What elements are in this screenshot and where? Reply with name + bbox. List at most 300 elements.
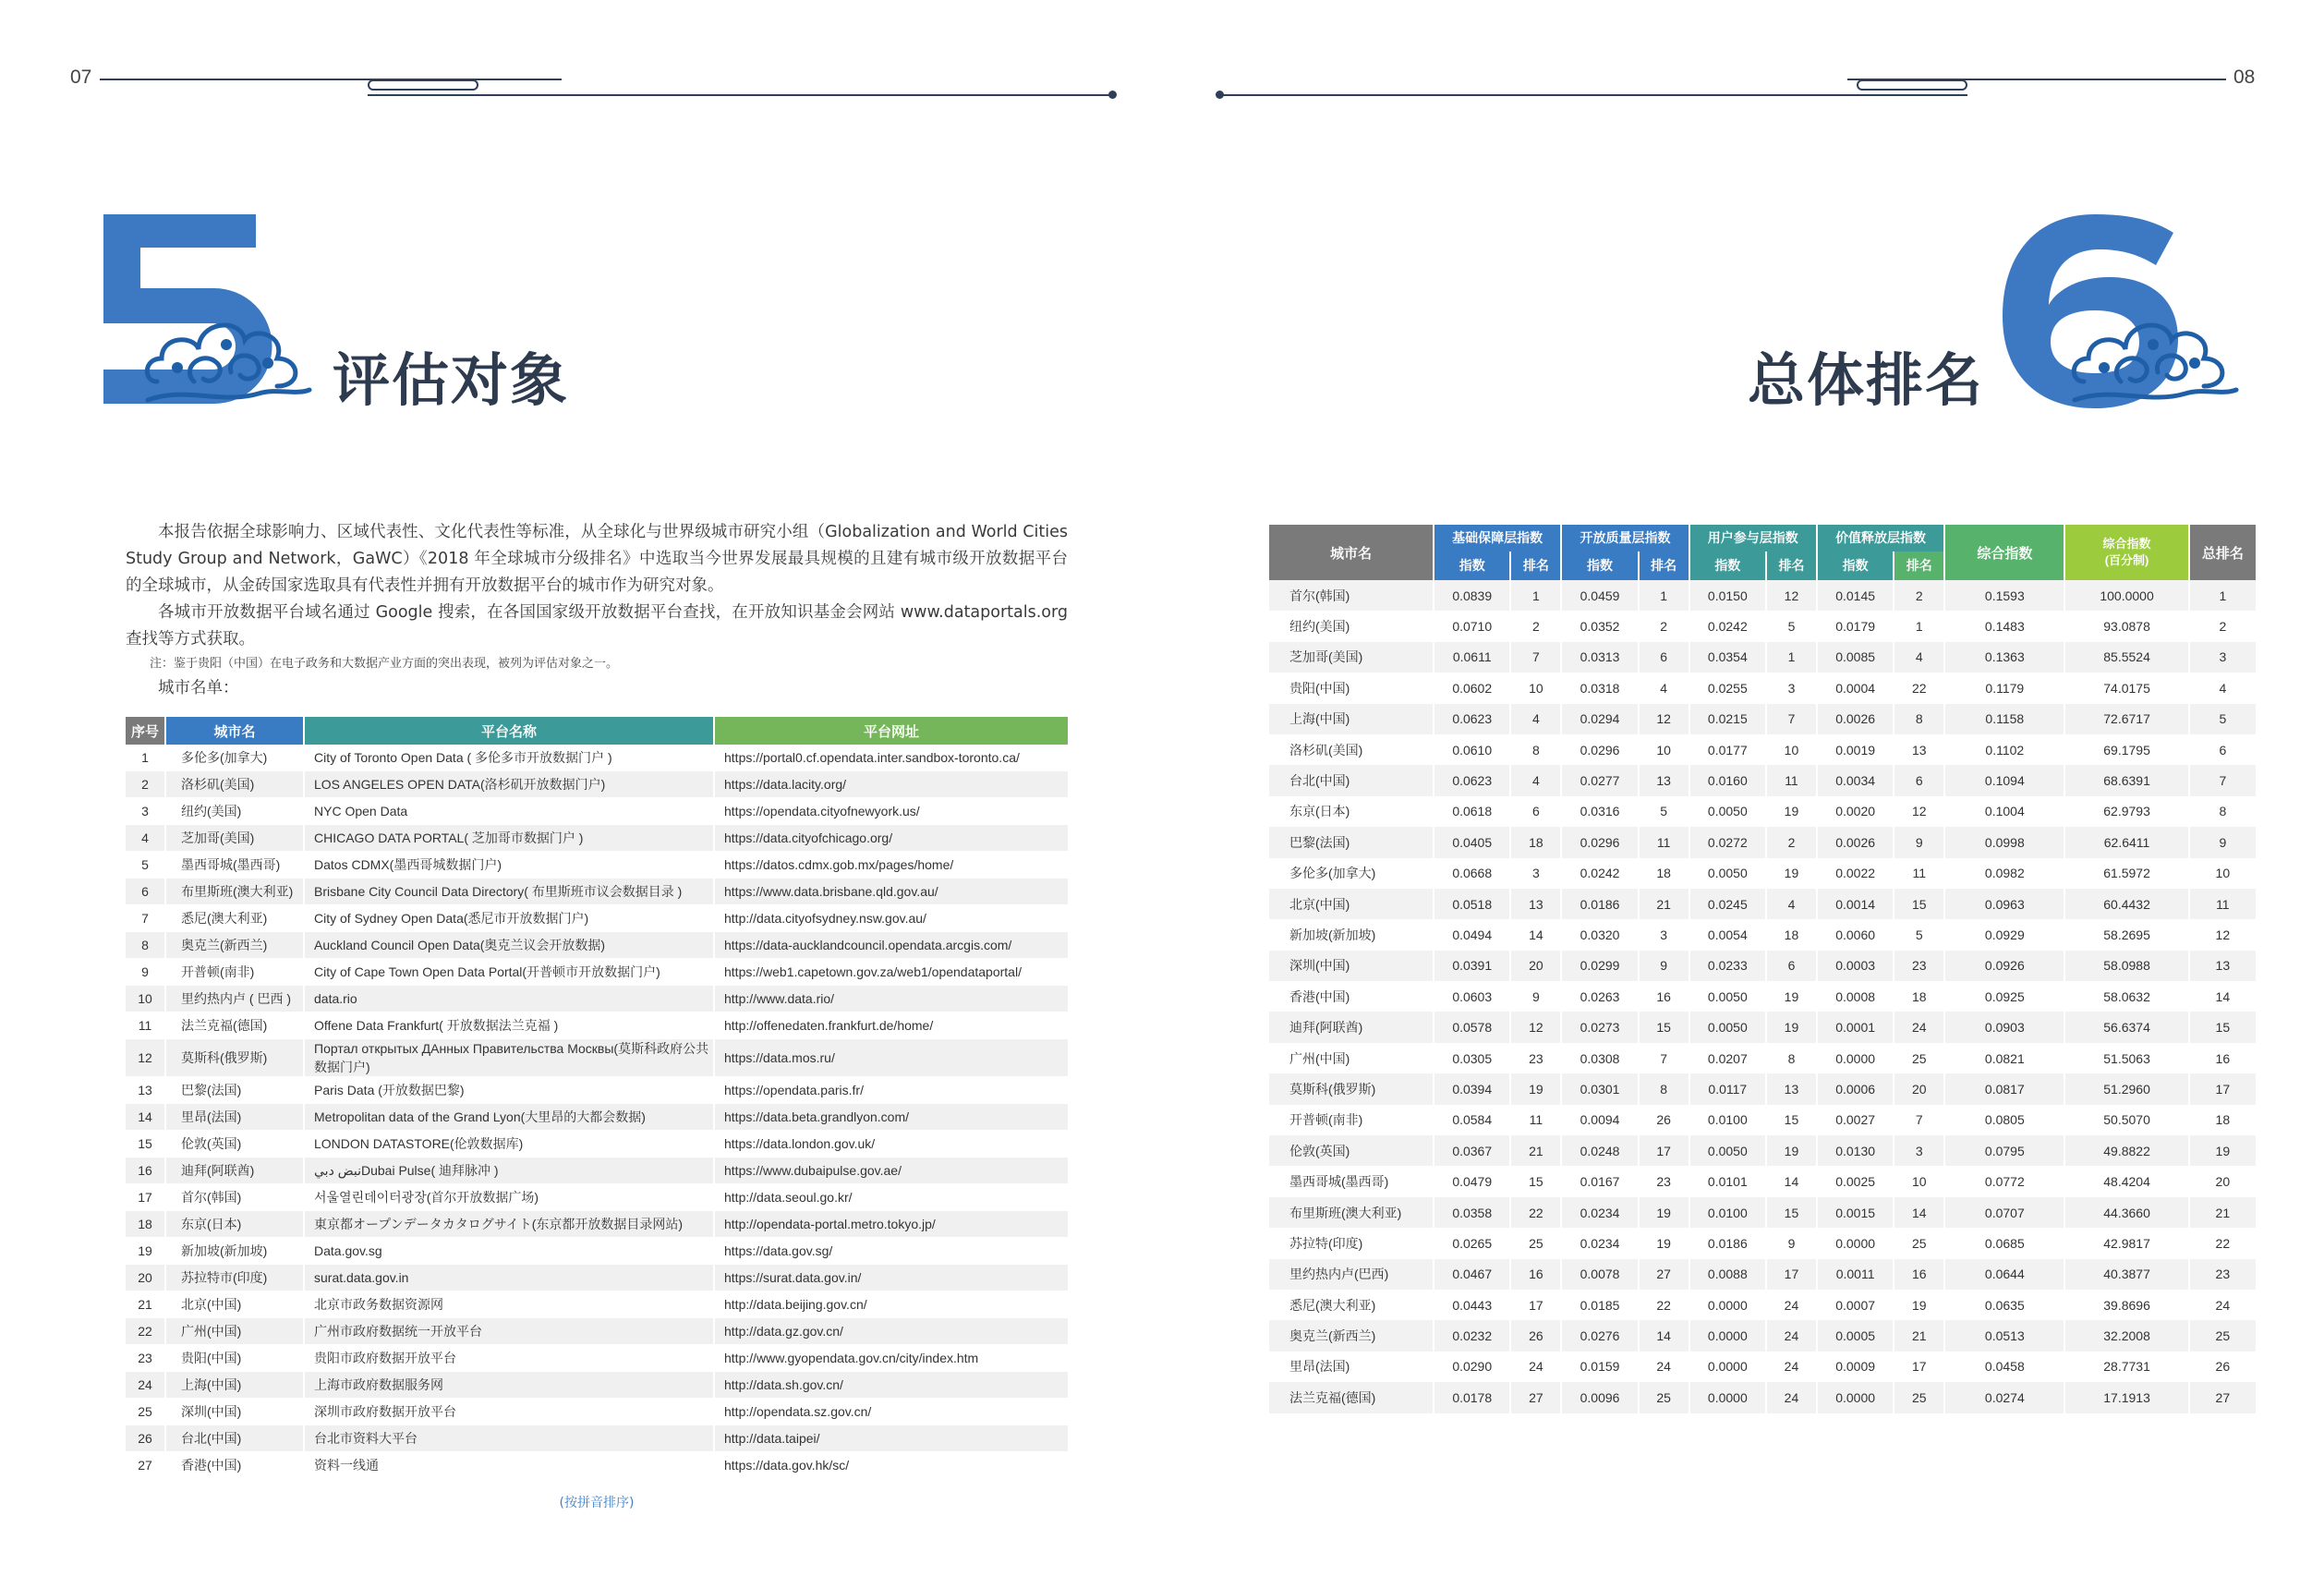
cell-url: https://opendata.paris.fr/	[715, 1077, 1068, 1104]
cell-user-index: 0.0242	[1707, 619, 1748, 635]
cell-user-index: 0.0245	[1690, 889, 1765, 919]
cell-total-rank: 19	[2190, 1135, 2256, 1166]
cell-no: 20	[126, 1265, 164, 1291]
table-row	[1269, 1352, 2256, 1382]
cell-platform: City of Sydney Open Data(悉尼市开放数据门户)	[305, 905, 713, 932]
cell-composite-pct: 72.6717	[2065, 704, 2187, 734]
cell-value-rank: 7	[1915, 1112, 1923, 1128]
cell-value-index: 0.0003	[1818, 951, 1893, 981]
cell-value-index: 0.0011	[1818, 1259, 1893, 1290]
table-row	[1269, 734, 2256, 765]
cell-user-rank: 24	[1767, 1382, 1816, 1412]
cell-value-rank: 17	[1911, 1359, 1927, 1375]
cell-no: 17	[126, 1184, 164, 1211]
rank-sub-rank: 排名	[1894, 552, 1943, 580]
cell-city: 莫斯科(俄罗斯)	[1269, 1073, 1433, 1104]
cell-user-index: 0.0050	[1707, 988, 1748, 1004]
cell-composite: 0.0982	[1984, 866, 2025, 881]
cell-url: https://surat.data.gov.in/	[715, 1265, 1068, 1291]
cell-composite-pct: 51.2960	[2065, 1073, 2187, 1104]
cell-total-rank: 20	[2215, 1174, 2231, 1190]
rank-header-total: 总排名	[2190, 525, 2256, 580]
cell-composite-pct: 93.0878	[2103, 619, 2150, 635]
intro-text	[126, 519, 1068, 702]
cell-user-rank: 3	[1787, 680, 1796, 696]
cell-url: http://www.gyopendata.gov.cn/city/index.htm	[715, 1345, 1068, 1372]
cell-city: 巴黎(法国)	[166, 1077, 303, 1104]
cell-user-index: 0.0255	[1707, 680, 1748, 696]
table-row	[126, 1238, 1068, 1265]
cell-quality-rank: 19	[1656, 1235, 1671, 1251]
cell-value-index: 0.0014	[1818, 889, 1893, 919]
cell-url: https://datos.cdmx.gob.mx/pages/home/	[715, 852, 1068, 879]
cell-city: 开普顿(南非)	[166, 959, 303, 986]
cell-user-rank: 15	[1767, 1197, 1816, 1228]
cell-city: 东京(日本)	[1289, 804, 1350, 819]
cell-total-rank: 9	[2190, 827, 2256, 857]
cell-value-rank: 3	[1894, 1135, 1943, 1166]
cell-quality-rank: 13	[1640, 765, 1689, 795]
cell-composite: 0.1102	[1985, 742, 2025, 758]
cell-url: http://data.seoul.go.kr/	[715, 1184, 1068, 1211]
table-row	[126, 959, 1068, 986]
table-row	[1269, 796, 2256, 827]
table-row	[1269, 580, 2256, 611]
table-row	[1269, 1228, 2256, 1258]
cell-user-index: 0.0050	[1690, 1012, 1765, 1042]
cell-basic-index: 0.0367	[1434, 1135, 1509, 1166]
cell-no: 8	[126, 932, 164, 959]
section-5-title: 评估对象	[333, 346, 570, 414]
cell-total-rank: 23	[2190, 1259, 2256, 1290]
cell-basic-index: 0.0394	[1434, 1073, 1509, 1104]
cell-url: https://data.gov.hk/sc/	[715, 1452, 1068, 1479]
cell-value-index: 0.0022	[1835, 866, 1876, 881]
cell-composite-pct: 17.1913	[2065, 1382, 2187, 1412]
cell-basic-index: 0.0618	[1452, 804, 1493, 819]
cell-basic-index: 0.0265	[1452, 1235, 1493, 1251]
cell-basic-index: 0.0391	[1434, 951, 1509, 981]
cell-total-rank: 25	[2190, 1320, 2256, 1351]
cell-url: http://data.sh.gov.cn/	[715, 1372, 1068, 1399]
cell-user-index: 0.0233	[1690, 951, 1765, 981]
cell-no: 11	[126, 1012, 164, 1039]
table-row	[1269, 642, 2256, 673]
cell-quality-rank: 10	[1656, 742, 1671, 758]
cell-no: 22	[126, 1318, 164, 1345]
cell-composite-pct: 39.8696	[2103, 1297, 2150, 1313]
cell-city: 法兰克福(德国)	[1269, 1382, 1433, 1412]
cell-value-rank: 23	[1894, 951, 1943, 981]
col-header-platform: 平台名称	[305, 717, 713, 745]
cell-user-index: 0.0215	[1690, 704, 1765, 734]
cell-user-index: 0.0000	[1707, 1359, 1748, 1375]
cell-quality-index: 0.0459	[1562, 580, 1637, 611]
table-row	[126, 798, 1068, 825]
cell-city: 北京(中国)	[1269, 889, 1433, 919]
cell-quality-index: 0.0276	[1562, 1320, 1637, 1351]
cell-basic-index: 0.0467	[1434, 1259, 1509, 1290]
cell-basic-index: 0.0479	[1452, 1174, 1493, 1190]
cell-quality-index: 0.0318	[1580, 680, 1620, 696]
cell-user-rank: 15	[1784, 1112, 1799, 1128]
cell-no: 1	[126, 745, 164, 771]
cell-basic-rank: 4	[1511, 765, 1560, 795]
cell-basic-rank: 21	[1511, 1135, 1560, 1166]
cell-platform: 北京市政务数据资源网	[305, 1291, 713, 1318]
cell-quality-index: 0.0242	[1580, 866, 1620, 881]
table-row	[1269, 611, 2256, 641]
cell-user-index: 0.0050	[1707, 866, 1748, 881]
cell-city: 开普顿(南非)	[1289, 1112, 1363, 1128]
cell-no: 6	[126, 879, 164, 905]
table-row	[1269, 673, 2256, 703]
cell-user-rank: 5	[1787, 619, 1796, 635]
cell-no: 3	[126, 798, 164, 825]
cell-platform: City of Toronto Open Data ( 多伦多市开放数据门户 )	[305, 745, 713, 771]
cell-composite-pct: 56.6374	[2065, 1012, 2187, 1042]
table-row	[1269, 1135, 2256, 1166]
cell-composite-pct: 51.5063	[2103, 1050, 2150, 1066]
cell-quality-index: 0.0308	[1580, 1050, 1620, 1066]
cell-quality-index: 0.0273	[1562, 1012, 1637, 1042]
cell-no: 5	[126, 852, 164, 879]
cell-city: 多伦多(加拿大)	[1289, 866, 1376, 881]
cell-url: https://data-aucklandcouncil.opendata.arcgis.com/	[715, 932, 1068, 959]
cell-composite-pct: 74.0175	[2103, 680, 2150, 696]
cell-user-rank: 11	[1767, 765, 1816, 795]
rank-header-composite-pct-line1: 综合指数	[2102, 537, 2151, 551]
cell-platform: 贵阳市政府数据开放平台	[305, 1345, 713, 1372]
cell-user-rank: 12	[1767, 580, 1816, 611]
cell-city: 布里斯班(澳大利亚)	[166, 879, 303, 905]
cell-value-rank: 15	[1894, 889, 1943, 919]
cell-user-rank: 6	[1767, 951, 1816, 981]
cell-city: 广州(中国)	[1289, 1050, 1350, 1066]
cell-basic-index: 0.0578	[1434, 1012, 1509, 1042]
table-row	[126, 771, 1068, 798]
cell-city: 首尔(韩国)	[166, 1184, 303, 1211]
cell-value-index: 0.0026	[1818, 704, 1893, 734]
cell-composite: 0.0821	[1984, 1050, 2025, 1066]
cell-user-rank: 1	[1767, 642, 1816, 673]
table-row	[126, 852, 1068, 879]
cell-city: 香港(中国)	[1289, 988, 1350, 1004]
cell-total-rank: 17	[2190, 1073, 2256, 1104]
cell-basic-rank: 4	[1511, 704, 1560, 734]
cell-basic-rank: 17	[1529, 1297, 1543, 1313]
cell-platform: Datos CDMX(墨西哥城数据门户)	[305, 852, 713, 879]
rank-sub-index: 指数	[1690, 552, 1765, 580]
cell-platform: CHICAGO DATA PORTAL( 芝加哥市数据门户 )	[305, 825, 713, 852]
table-row	[126, 1012, 1068, 1039]
cell-value-rank: 25	[1894, 1382, 1943, 1412]
cell-platform: LONDON DATASTORE(伦敦数据库)	[305, 1131, 713, 1158]
cell-quality-rank: 12	[1640, 704, 1689, 734]
table-row	[1269, 1290, 2256, 1320]
cell-basic-rank: 20	[1511, 951, 1560, 981]
cell-total-rank: 11	[2190, 889, 2256, 919]
cell-quality-rank: 26	[1656, 1112, 1671, 1128]
cell-basic-rank: 11	[1529, 1112, 1543, 1128]
auspicious-cloud-icon	[139, 294, 314, 409]
cell-value-index: 0.0004	[1835, 680, 1876, 696]
cell-quality-rank: 7	[1660, 1050, 1668, 1066]
cell-city: 悉尼(澳大利亚)	[1289, 1297, 1376, 1313]
cell-value-index: 0.0130	[1818, 1135, 1893, 1166]
cell-city: 里约热内卢(巴西)	[1269, 1259, 1433, 1290]
rank-header-composite-pct-line2: (百分制)	[2104, 553, 2149, 567]
cell-platform: نبض دبيDubai Pulse( 迪拜脉冲 )	[305, 1158, 713, 1184]
ranking-table	[1267, 525, 2257, 1413]
cell-quality-rank: 8	[1640, 1073, 1689, 1104]
cell-composite: 0.0926	[1945, 951, 2064, 981]
cell-no: 13	[126, 1077, 164, 1104]
cell-platform: Brisbane City Council Data Directory( 布里斯班市议会数据目录 )	[305, 879, 713, 905]
cell-total-rank: 10	[2215, 866, 2231, 881]
cell-user-rank: 18	[1784, 927, 1799, 942]
cell-basic-index: 0.0611	[1434, 642, 1509, 673]
table-row	[126, 1345, 1068, 1372]
cell-basic-rank: 12	[1511, 1012, 1560, 1042]
cell-platform: Data.gov.sg	[305, 1238, 713, 1265]
cell-city: 芝加哥(美国)	[166, 825, 303, 852]
cell-value-rank: 5	[1915, 927, 1923, 942]
cell-basic-rank: 8	[1531, 742, 1540, 758]
cell-user-rank: 14	[1784, 1174, 1799, 1190]
cell-value-index: 0.0000	[1818, 1382, 1893, 1412]
city-table-footnote: (按拼音排序)	[559, 1496, 635, 1510]
cell-user-index: 0.0050	[1707, 804, 1748, 819]
cell-quality-rank: 3	[1660, 927, 1668, 942]
cell-composite-pct: 28.7731	[2103, 1359, 2150, 1375]
table-row	[1269, 1073, 2256, 1104]
cell-total-rank: 3	[2190, 642, 2256, 673]
cell-quality-index: 0.0159	[1580, 1359, 1620, 1375]
table-row	[126, 1184, 1068, 1211]
cell-total-rank: 5	[2190, 704, 2256, 734]
table-row	[1269, 1382, 2256, 1412]
col-header-no: 序号	[126, 717, 164, 745]
header-rule-left	[100, 79, 562, 80]
intro-note: 注：鉴于贵阳（中国）在电子政务和大数据产业方面的突出表现，被列为评估对象之一。	[150, 657, 619, 671]
table-row	[1269, 827, 2256, 857]
cell-user-rank: 4	[1767, 889, 1816, 919]
cell-composite: 0.1593	[1945, 580, 2064, 611]
table-row	[126, 1131, 1068, 1158]
cell-city: 深圳(中国)	[1269, 951, 1433, 981]
cell-platform: LOS ANGELES OPEN DATA(洛杉矶开放数据门户)	[305, 771, 713, 798]
table-row	[126, 1372, 1068, 1399]
table-row	[126, 1291, 1068, 1318]
cell-city: 纽约(美国)	[1289, 619, 1350, 635]
cell-url: https://data.cityofchicago.org/	[715, 825, 1068, 852]
table-row	[1269, 1320, 2256, 1351]
cell-no: 24	[126, 1372, 164, 1399]
cell-value-index: 0.0009	[1835, 1359, 1876, 1375]
cell-platform: Auckland Council Open Data(奥克兰议会开放数据)	[305, 932, 713, 959]
cell-city: 悉尼(澳大利亚)	[166, 905, 303, 932]
cell-user-index: 0.0207	[1707, 1050, 1748, 1066]
cell-city: 首尔(韩国)	[1269, 580, 1433, 611]
cell-composite-pct: 50.5070	[2103, 1112, 2150, 1128]
cell-basic-index: 0.0584	[1452, 1112, 1493, 1128]
cell-composite-pct: 62.6411	[2065, 827, 2187, 857]
table-row	[126, 1425, 1068, 1452]
table-row	[126, 932, 1068, 959]
cell-city: 伦敦(英国)	[166, 1131, 303, 1158]
table-row	[1269, 1197, 2256, 1228]
cell-composite: 0.1094	[1945, 765, 2064, 795]
cell-quality-rank: 4	[1660, 680, 1668, 696]
intro-paragraph-1: 本报告依据全球影响力、区域代表性、文化代表性等标准，从全球化与世界级城市研究小组（Globalization and World Cities Study Group and Network，GaWC）《2018 年全球城市分级排名》中选取当今世界发展最具规模的且建有城市级开放数据平台的全球城市，从金砖国家选取具有代表性并拥有开放数据平台的城市作为研究对象。	[126, 523, 1068, 595]
cell-quality-rank: 6	[1640, 642, 1689, 673]
cell-no: 12	[126, 1039, 164, 1077]
cell-quality-index: 0.0320	[1580, 927, 1620, 942]
cell-quality-rank: 15	[1640, 1012, 1689, 1042]
cell-basic-rank: 18	[1511, 827, 1560, 857]
table-row	[126, 1265, 1068, 1291]
cell-total-rank: 4	[2219, 680, 2227, 696]
cell-value-rank: 24	[1894, 1012, 1943, 1042]
cell-city: 新加坡(新加坡)	[166, 1238, 303, 1265]
cell-no: 15	[126, 1131, 164, 1158]
cell-city: 伦敦(英国)	[1269, 1135, 1433, 1166]
table-row	[126, 1399, 1068, 1425]
table-row	[1269, 889, 2256, 919]
cell-city: 深圳(中国)	[166, 1399, 303, 1425]
cell-quality-rank: 14	[1640, 1320, 1689, 1351]
cell-quality-index: 0.0294	[1562, 704, 1637, 734]
cell-composite: 0.1158	[1945, 704, 2064, 734]
cell-user-rank: 17	[1767, 1259, 1816, 1290]
cell-value-index: 0.0015	[1818, 1197, 1893, 1228]
cell-user-index: 0.0177	[1707, 742, 1748, 758]
cell-quality-index: 0.0316	[1580, 804, 1620, 819]
cell-value-rank: 9	[1894, 827, 1943, 857]
table-row	[126, 986, 1068, 1012]
cell-composite-pct: 49.8822	[2065, 1135, 2187, 1166]
cell-user-rank: 9	[1787, 1235, 1796, 1251]
cell-no: 23	[126, 1345, 164, 1372]
cell-url: https://www.dubaipulse.gov.ae/	[715, 1158, 1068, 1184]
cell-basic-rank: 7	[1511, 642, 1560, 673]
cell-composite: 0.0635	[1984, 1297, 2025, 1313]
cell-basic-rank: 19	[1511, 1073, 1560, 1104]
cell-no: 21	[126, 1291, 164, 1318]
cell-total-rank: 24	[2215, 1297, 2231, 1313]
table-row	[1269, 951, 2256, 981]
cell-value-rank: 22	[1911, 680, 1927, 696]
cell-quality-rank: 2	[1660, 619, 1668, 635]
cell-city: 迪拜(阿联酋)	[166, 1158, 303, 1184]
cell-user-rank: 19	[1767, 1012, 1816, 1042]
cell-quality-index: 0.0094	[1580, 1112, 1620, 1128]
cell-basic-index: 0.0602	[1452, 680, 1493, 696]
cell-total-rank: 21	[2190, 1197, 2256, 1228]
cell-user-rank: 13	[1767, 1073, 1816, 1104]
page-number-left: 07	[70, 67, 92, 88]
cell-value-rank: 25	[1911, 1050, 1927, 1066]
cell-composite: 0.0772	[1984, 1174, 2025, 1190]
cell-city: 广州(中国)	[166, 1318, 303, 1345]
table-row	[1269, 919, 2256, 950]
table-row	[126, 745, 1068, 771]
cell-user-index: 0.0101	[1707, 1174, 1748, 1190]
cell-quality-index: 0.0186	[1562, 889, 1637, 919]
cell-user-index: 0.0050	[1690, 1135, 1765, 1166]
cell-value-index: 0.0060	[1835, 927, 1876, 942]
cell-city: 纽约(美国)	[166, 798, 303, 825]
cell-quality-index: 0.0167	[1580, 1174, 1620, 1190]
cell-basic-rank: 15	[1529, 1174, 1543, 1190]
cell-quality-index: 0.0301	[1562, 1073, 1637, 1104]
cell-city: 台北(中国)	[1269, 765, 1433, 795]
cell-city: 里昂(法国)	[166, 1104, 303, 1131]
cell-composite-pct: 32.2008	[2065, 1320, 2187, 1351]
cell-quality-rank: 18	[1656, 866, 1671, 881]
col-header-city: 城市名	[166, 717, 303, 745]
cell-basic-rank: 2	[1531, 619, 1540, 635]
cell-composite-pct: 60.4432	[2065, 889, 2187, 919]
cell-basic-rank: 24	[1529, 1359, 1543, 1375]
cell-value-rank: 13	[1911, 742, 1927, 758]
cell-basic-index: 0.0518	[1434, 889, 1509, 919]
table-row	[126, 1039, 1068, 1077]
cell-no: 27	[126, 1452, 164, 1479]
table-row	[126, 1104, 1068, 1131]
cell-platform: surat.data.gov.in	[305, 1265, 713, 1291]
cell-basic-index: 0.0405	[1434, 827, 1509, 857]
cell-value-index: 0.0145	[1818, 580, 1893, 611]
cell-basic-index: 0.0290	[1452, 1359, 1493, 1375]
table-row	[126, 905, 1068, 932]
cell-url: https://data.gov.sg/	[715, 1238, 1068, 1265]
cell-quality-rank: 5	[1660, 804, 1668, 819]
cell-city: 奥克兰(新西兰)	[166, 932, 303, 959]
cell-city: 里约热内卢 ( 巴西 )	[166, 986, 303, 1012]
table-row	[1269, 858, 2256, 889]
cell-quality-index: 0.0248	[1562, 1135, 1637, 1166]
cell-value-rank: 10	[1911, 1174, 1927, 1190]
header-pill-left	[368, 79, 478, 91]
cell-quality-rank: 9	[1640, 951, 1689, 981]
cell-basic-index: 0.0839	[1434, 580, 1509, 611]
cell-url: http://data.beijing.gov.cn/	[715, 1291, 1068, 1318]
cell-user-index: 0.0000	[1690, 1320, 1765, 1351]
cell-composite: 0.0513	[1945, 1320, 2064, 1351]
table-row	[126, 879, 1068, 905]
cell-value-index: 0.0034	[1818, 765, 1893, 795]
cell-user-rank: 24	[1767, 1320, 1816, 1351]
cell-user-rank: 2	[1767, 827, 1816, 857]
rank-header-group-1: 基础保障层指数	[1434, 525, 1560, 552]
cell-quality-index: 0.0296	[1562, 827, 1637, 857]
cell-value-index: 0.0025	[1835, 1174, 1876, 1190]
cell-basic-rank: 6	[1531, 804, 1540, 819]
cell-city: 洛杉矶(美国)	[1289, 742, 1363, 758]
table-row	[126, 1158, 1068, 1184]
cell-value-rank: 21	[1894, 1320, 1943, 1351]
cell-quality-rank: 24	[1656, 1359, 1671, 1375]
cell-url: https://web1.capetown.gov.za/web1/opendataportal/	[715, 959, 1068, 986]
cell-basic-index: 0.0623	[1434, 765, 1509, 795]
cell-platform: Paris Data (开放数据巴黎)	[305, 1077, 713, 1104]
cell-value-index: 0.0007	[1835, 1297, 1876, 1313]
cell-basic-rank: 27	[1511, 1382, 1560, 1412]
cell-no: 7	[126, 905, 164, 932]
cell-composite: 0.1483	[1984, 619, 2025, 635]
